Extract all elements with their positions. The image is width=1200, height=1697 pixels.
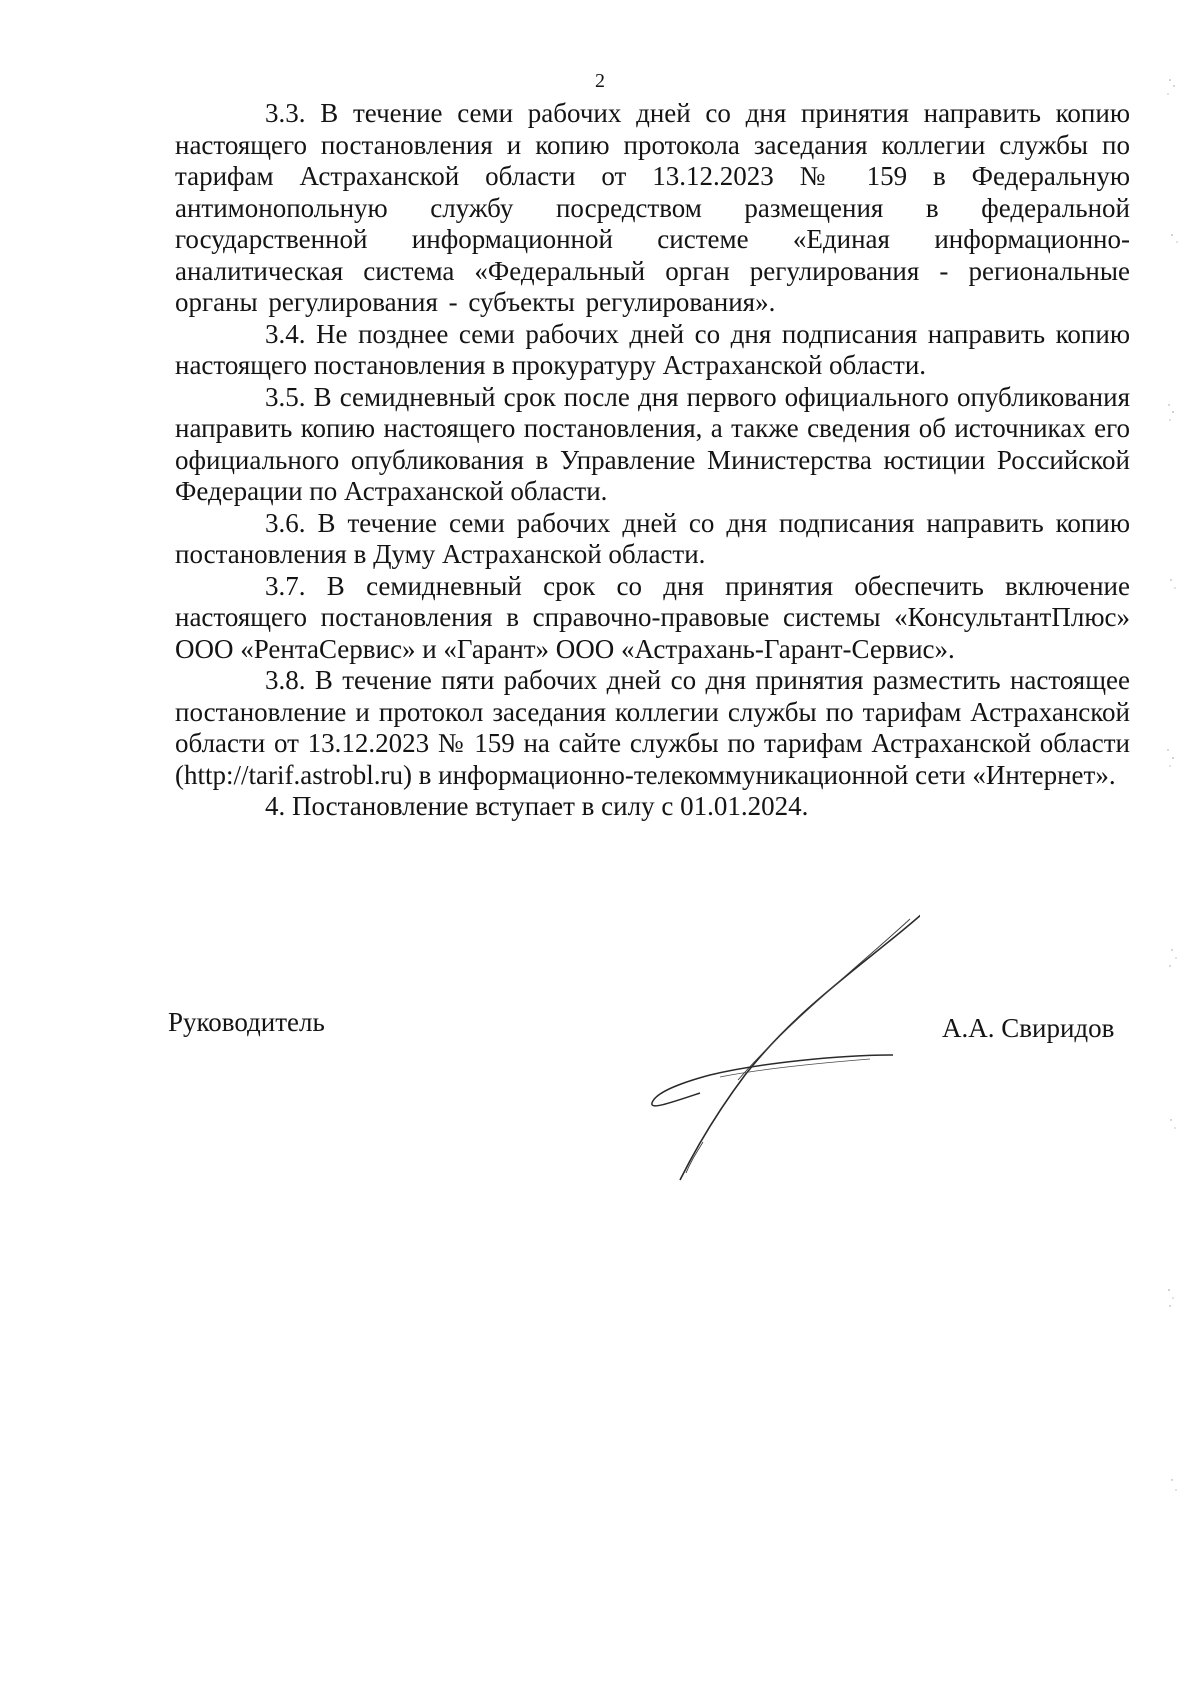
signer-name: А.А. Свиридов [942, 1013, 1115, 1043]
signer-position-title: Руководитель [168, 1007, 325, 1037]
paragraph-3-3: 3.3. В течение семи рабочих дней со дня принятия направить копию настоящего постановления и копию протокола заседания коллегии службы по тарифам Астраханской области от 13.12.2023 № 159 в Федеральную антимонопольную службу посредством размещения в федеральной государственной информационной системе «Единая информационно-аналитическая система «Федеральный орган регулирования - региональные органы регулирования - субъекты регулирования». [175, 98, 1130, 317]
paragraph-4: 4. Постановление вступает в силу с 01.01.2024. [265, 791, 809, 821]
paragraph-3-5: 3.5. В семидневный срок после дня первого официального опубликования направить копию настоящего постановления, а также сведения об источниках его официального опубликования в Управление Министерства юстиции Российской Федерации по Астраханской области. [175, 381, 1130, 506]
document-body [175, 98, 1130, 823]
scan-edge-marks [1158, 60, 1188, 1560]
handwritten-signature [640, 905, 920, 1185]
paragraph-3-6: 3.6. В течение семи рабочих дней со дня подписания направить копию постановления в Думу Астраханской области. [175, 507, 1130, 569]
paragraph-3-7: 3.7. В семидневный срок со дня принятия обеспечить включение настоящего постановления в справочно-правовые системы «КонсультантПлюс» ООО «РентаСервис» и «Гарант» ООО «Астрахань-Гарант-Сервис». [175, 570, 1130, 664]
page-number: 2 [595, 70, 605, 92]
paragraph-3-8: 3.8. В течение пяти рабочих дней со дня принятия разместить настоящее постановление и протокол заседания коллегии службы по тарифам Астраханской области от 13.12.2023 № 159 на сайте службы по тарифам Астраханской области (http://tarif.astrobl.ru) в информационно-телекоммуникационной сети «Интернет». [175, 665, 1130, 790]
paragraph-3-4: 3.4. Не позднее семи рабочих дней со дня подписания направить копию настоящего постановления в прокуратуру Астраханской области. [175, 318, 1130, 380]
